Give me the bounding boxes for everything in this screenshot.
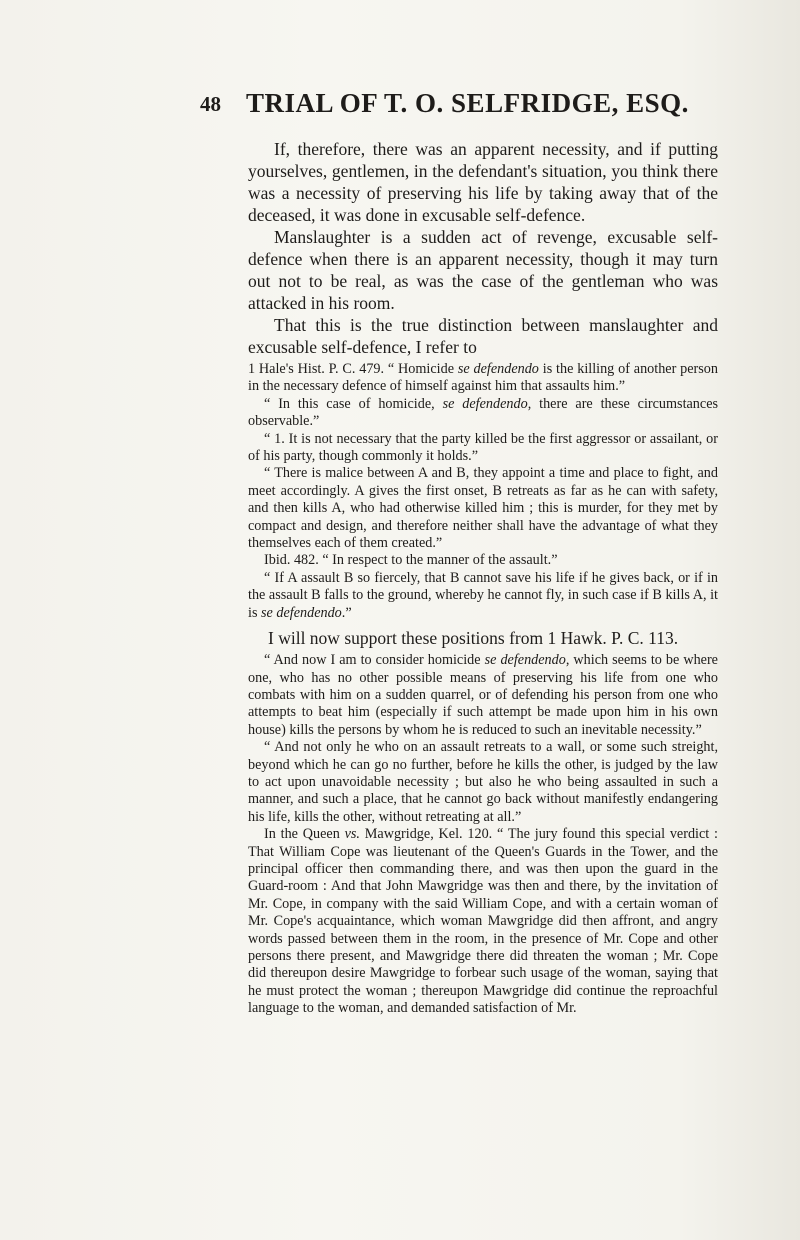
hale-citation: 1 Hale's Hist. P. C. 479. “ Homicide se defendendo is the killing of another person in the necessary defence of himself against him that assaults him.” [248, 361, 718, 395]
page-number: 48 [200, 92, 221, 116]
running-title: TRIAL OF T. O. SELFRIDGE, ESQ. [246, 88, 689, 118]
paragraph: Manslaughter is a sudden act of revenge, excusable self-defence when there is an apparent necessity, though it may turn out not to be real, as was the case of the gentleman who was attacked in his room. [248, 227, 718, 313]
hawkins-lead [248, 627, 718, 649]
argument-text [248, 138, 718, 358]
paragraph: If, therefore, there was an apparent necessity, and if putting yourselves, gentlemen, in the defendant's situation, you think there was a necessity of preserving his life by taking away that of the deceased, it was done in excusable self-defence. [248, 139, 718, 225]
paragraph: That this is the true distinction between manslaughter and excusable self-defence, I refer to [248, 315, 718, 357]
page-body [248, 138, 718, 1018]
ibid-citation: Ibid. 482. “ In respect to the manner of the assault.” [264, 552, 558, 569]
quote-paragraph: “ If A assault B so fiercely, that B cannot save his life if he gives back, or if in the assault B falls to the ground, whereby he cannot fly, in such case if B kills A, it is se defendendo.” [248, 569, 718, 621]
hawkins-quotation [248, 652, 718, 1018]
case-paragraph: In the Queen vs. Mawgridge, Kel. 120. “ The jury found this special verdict : That William Cope was lieutenant of the Queen's Guards in the Tower, and the principal officer then commanding there, and was then upon the guard in the Guard-room : And that John Mawgridge was then and there, by the invitation of Mr. Cope, in company with the said William Cope, and with a certain woman of Mr. Cope's acquaintance, which woman Mawgridge did then affront, and angry words passed between them in the room, in the presence of Mr. Cope and other persons there present, and Mawgridge there did threaten the woman ; Mr. Cope did thereupon desire Mawgridge to forbear such usage of the woman, saying that he must protect the woman ; thereupon Mawgridge did continue the reproachful language to the woman, and demanded satisfaction of Mr. [248, 826, 718, 1017]
quote-paragraph: “ In this case of homicide, se defendendo, there are these circumstances observable.” [248, 395, 719, 430]
quote-paragraph: “ And now I am to consider homicide se defendendo, which seems to be where one, who has no other possible means of preserving his life from one who combats with him on a sudden quarrel, or of defending his person from one who attempts to beat him (especially if such attempt be made upon him in his own house) kills the persons by whom he is reduced to such an inevitable necessity.” [248, 652, 718, 738]
paragraph: I will now support these positions from 1 Hawk. P. C. 113. [268, 628, 679, 649]
quote-paragraph: “ 1. It is not necessary that the party killed be the first aggressor or assailant, or of his party, though commonly it holds.” [248, 430, 718, 465]
quote-paragraph: “ There is malice between A and B, they appoint a time and place to fight, and meet accordingly. A gives the first onset, B retreats as far as he can with safety, and then kills A, who had otherwise killed him ; this is murder, for they met by compact and design, and therefore neither shall have the advantage of what they themselves each of them created.” [248, 465, 718, 552]
quote-paragraph: “ And not only he who on an assault retreats to a wall, or some such streight, beyond which he can go no further, before he kills the other, is judged by the law to act upon unavoidable necessity ; but also he who being assaulted in such a manner, and such a place, that he cannot go back without manifestly endangering his life, kills the other, without retreating at all.” [248, 739, 718, 825]
page-header [200, 88, 700, 128]
hale-quotation [248, 361, 718, 622]
